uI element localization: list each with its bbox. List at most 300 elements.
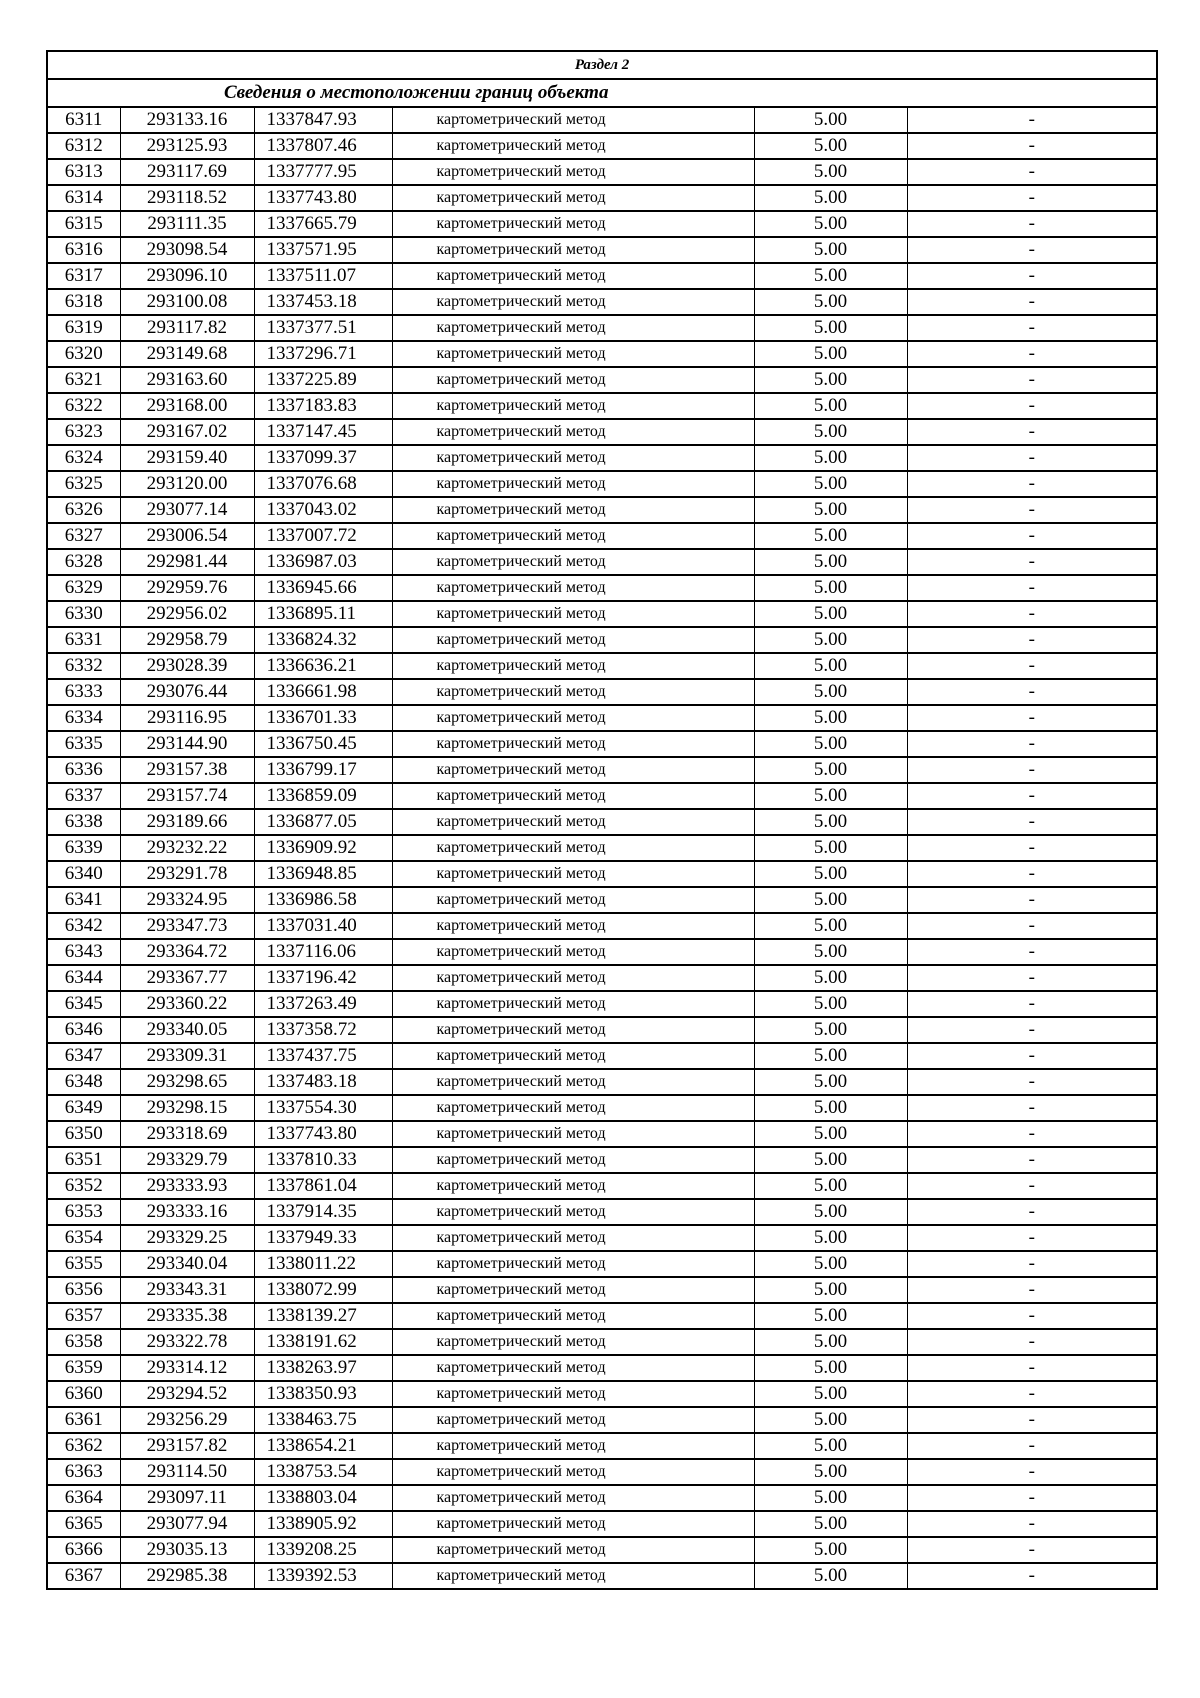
- accuracy-value: 5.00: [754, 1485, 907, 1511]
- determination-method: картометрический метод: [392, 263, 754, 289]
- table-row: [47, 471, 1157, 497]
- coordinate-y: 1337183.83: [254, 393, 392, 419]
- table-title-row: [47, 79, 1157, 107]
- coordinate-y: 1336750.45: [254, 731, 392, 757]
- description-value: -: [907, 263, 1157, 289]
- determination-method: картометрический метод: [392, 965, 754, 991]
- point-number: 6327: [47, 523, 120, 549]
- table-row: [47, 653, 1157, 679]
- table-row: [47, 1173, 1157, 1199]
- determination-method: картометрический метод: [392, 237, 754, 263]
- determination-method: картометрический метод: [392, 913, 754, 939]
- accuracy-value: 5.00: [754, 913, 907, 939]
- determination-method: картометрический метод: [392, 1511, 754, 1537]
- accuracy-value: 5.00: [754, 1199, 907, 1225]
- point-number: 6317: [47, 263, 120, 289]
- table-row: [47, 185, 1157, 211]
- determination-method: картометрический метод: [392, 523, 754, 549]
- description-value: -: [907, 107, 1157, 133]
- determination-method: картометрический метод: [392, 1199, 754, 1225]
- table-row: [47, 705, 1157, 731]
- description-value: -: [907, 991, 1157, 1017]
- point-number: 6316: [47, 237, 120, 263]
- table-row: [47, 1199, 1157, 1225]
- determination-method: картометрический метод: [392, 107, 754, 133]
- accuracy-value: 5.00: [754, 1511, 907, 1537]
- description-value: -: [907, 627, 1157, 653]
- description-value: -: [907, 393, 1157, 419]
- point-number: 6320: [47, 341, 120, 367]
- accuracy-value: 5.00: [754, 653, 907, 679]
- accuracy-value: 5.00: [754, 1147, 907, 1173]
- determination-method: картометрический метод: [392, 367, 754, 393]
- determination-method: картометрический метод: [392, 679, 754, 705]
- coordinate-x: 293149.68: [120, 341, 254, 367]
- accuracy-value: 5.00: [754, 341, 907, 367]
- description-value: -: [907, 159, 1157, 185]
- point-number: 6319: [47, 315, 120, 341]
- table-row: [47, 1277, 1157, 1303]
- accuracy-value: 5.00: [754, 263, 907, 289]
- coordinate-y: 1338011.22: [254, 1251, 392, 1277]
- table-row: [47, 1407, 1157, 1433]
- table-row: [47, 965, 1157, 991]
- coordinate-y: 1337571.95: [254, 237, 392, 263]
- point-number: 6332: [47, 653, 120, 679]
- accuracy-value: 5.00: [754, 471, 907, 497]
- table-row: [47, 497, 1157, 523]
- table-row: [47, 783, 1157, 809]
- accuracy-value: 5.00: [754, 1303, 907, 1329]
- table-row: [47, 263, 1157, 289]
- table-row: [47, 107, 1157, 133]
- point-number: 6352: [47, 1173, 120, 1199]
- coordinate-x: 293116.95: [120, 705, 254, 731]
- coordinate-x: 293006.54: [120, 523, 254, 549]
- determination-method: картометрический метод: [392, 1303, 754, 1329]
- coordinate-x: 293157.74: [120, 783, 254, 809]
- determination-method: картометрический метод: [392, 1225, 754, 1251]
- description-value: -: [907, 1121, 1157, 1147]
- coordinate-y: 1336799.17: [254, 757, 392, 783]
- coordinate-y: 1337296.71: [254, 341, 392, 367]
- description-value: -: [907, 549, 1157, 575]
- coordinate-y: 1337949.33: [254, 1225, 392, 1251]
- coordinate-x: 292956.02: [120, 601, 254, 627]
- description-value: -: [907, 1173, 1157, 1199]
- table-row: [47, 1485, 1157, 1511]
- table-row: [47, 1017, 1157, 1043]
- determination-method: картометрический метод: [392, 471, 754, 497]
- description-value: -: [907, 731, 1157, 757]
- table-row: [47, 1069, 1157, 1095]
- accuracy-value: 5.00: [754, 1121, 907, 1147]
- description-value: -: [907, 809, 1157, 835]
- table-row: [47, 393, 1157, 419]
- coordinate-y: 1337263.49: [254, 991, 392, 1017]
- coordinate-y: 1337358.72: [254, 1017, 392, 1043]
- table-row: [47, 1095, 1157, 1121]
- coordinate-y: 1337147.45: [254, 419, 392, 445]
- point-number: 6313: [47, 159, 120, 185]
- description-value: -: [907, 1485, 1157, 1511]
- coordinate-x: 293168.00: [120, 393, 254, 419]
- coordinate-y: 1337196.42: [254, 965, 392, 991]
- determination-method: картометрический метод: [392, 1277, 754, 1303]
- accuracy-value: 5.00: [754, 1355, 907, 1381]
- description-value: -: [907, 1381, 1157, 1407]
- coordinate-x: 293364.72: [120, 939, 254, 965]
- section-header-row: [47, 51, 1157, 79]
- description-value: -: [907, 289, 1157, 315]
- coordinate-y: 1338463.75: [254, 1407, 392, 1433]
- description-value: -: [907, 913, 1157, 939]
- accuracy-value: 5.00: [754, 965, 907, 991]
- point-number: 6312: [47, 133, 120, 159]
- accuracy-value: 5.00: [754, 731, 907, 757]
- point-number: 6350: [47, 1121, 120, 1147]
- description-value: -: [907, 1303, 1157, 1329]
- point-number: 6314: [47, 185, 120, 211]
- determination-method: картометрический метод: [392, 705, 754, 731]
- table-row: [47, 679, 1157, 705]
- point-number: 6330: [47, 601, 120, 627]
- table-row: [47, 341, 1157, 367]
- section-label: Раздел 2: [47, 51, 1157, 79]
- coordinate-y: 1337099.37: [254, 445, 392, 471]
- table-row: [47, 367, 1157, 393]
- determination-method: картометрический метод: [392, 861, 754, 887]
- coordinate-x: 293347.73: [120, 913, 254, 939]
- table-row: [47, 1121, 1157, 1147]
- description-value: -: [907, 1017, 1157, 1043]
- description-value: -: [907, 133, 1157, 159]
- coordinate-y: 1338191.62: [254, 1329, 392, 1355]
- table-row: [47, 1511, 1157, 1537]
- description-value: -: [907, 445, 1157, 471]
- table-row: [47, 445, 1157, 471]
- coordinate-x: 292981.44: [120, 549, 254, 575]
- determination-method: картометрический метод: [392, 991, 754, 1017]
- point-number: 6322: [47, 393, 120, 419]
- description-value: -: [907, 705, 1157, 731]
- coordinate-x: 293096.10: [120, 263, 254, 289]
- coordinate-x: 293117.82: [120, 315, 254, 341]
- table-row: [47, 133, 1157, 159]
- accuracy-value: 5.00: [754, 1251, 907, 1277]
- determination-method: картометрический метод: [392, 315, 754, 341]
- point-number: 6366: [47, 1537, 120, 1563]
- coordinate-y: 1336661.98: [254, 679, 392, 705]
- coordinate-y: 1336701.33: [254, 705, 392, 731]
- point-number: 6349: [47, 1095, 120, 1121]
- description-value: -: [907, 601, 1157, 627]
- point-number: 6361: [47, 1407, 120, 1433]
- determination-method: картометрический метод: [392, 1381, 754, 1407]
- coordinate-y: 1338905.92: [254, 1511, 392, 1537]
- coordinate-x: 293100.08: [120, 289, 254, 315]
- point-number: 6355: [47, 1251, 120, 1277]
- coordinate-x: 293333.93: [120, 1173, 254, 1199]
- accuracy-value: 5.00: [754, 393, 907, 419]
- coordinate-y: 1337743.80: [254, 185, 392, 211]
- accuracy-value: 5.00: [754, 367, 907, 393]
- description-value: -: [907, 757, 1157, 783]
- determination-method: картометрический метод: [392, 1355, 754, 1381]
- coordinate-x: 293324.95: [120, 887, 254, 913]
- coordinate-x: 293133.16: [120, 107, 254, 133]
- point-number: 6331: [47, 627, 120, 653]
- description-value: -: [907, 1251, 1157, 1277]
- determination-method: картометрический метод: [392, 497, 754, 523]
- table-row: [47, 861, 1157, 887]
- determination-method: картометрический метод: [392, 1433, 754, 1459]
- coordinate-x: 293111.35: [120, 211, 254, 237]
- coordinate-y: 1338803.04: [254, 1485, 392, 1511]
- description-value: -: [907, 471, 1157, 497]
- coordinate-x: 293340.05: [120, 1017, 254, 1043]
- accuracy-value: 5.00: [754, 133, 907, 159]
- coordinate-x: 293077.14: [120, 497, 254, 523]
- coordinate-x: 293144.90: [120, 731, 254, 757]
- table-row: [47, 237, 1157, 263]
- point-number: 6357: [47, 1303, 120, 1329]
- coordinate-y: 1336948.85: [254, 861, 392, 887]
- coordinate-y: 1337043.02: [254, 497, 392, 523]
- coordinate-x: 293298.65: [120, 1069, 254, 1095]
- accuracy-value: 5.00: [754, 1537, 907, 1563]
- coordinate-x: 293157.82: [120, 1433, 254, 1459]
- coordinate-y: 1336859.09: [254, 783, 392, 809]
- point-number: 6364: [47, 1485, 120, 1511]
- description-value: -: [907, 835, 1157, 861]
- description-value: -: [907, 367, 1157, 393]
- description-value: -: [907, 1277, 1157, 1303]
- table-row: [47, 627, 1157, 653]
- coordinate-y: 1337377.51: [254, 315, 392, 341]
- coordinate-y: 1337007.72: [254, 523, 392, 549]
- table-row: [47, 757, 1157, 783]
- table-row: [47, 419, 1157, 445]
- point-number: 6321: [47, 367, 120, 393]
- coordinate-y: 1337847.93: [254, 107, 392, 133]
- accuracy-value: 5.00: [754, 601, 907, 627]
- accuracy-value: 5.00: [754, 107, 907, 133]
- accuracy-value: 5.00: [754, 575, 907, 601]
- table-row: [47, 601, 1157, 627]
- point-number: 6343: [47, 939, 120, 965]
- point-number: 6360: [47, 1381, 120, 1407]
- coordinate-y: 1337861.04: [254, 1173, 392, 1199]
- coordinate-x: 293163.60: [120, 367, 254, 393]
- determination-method: картометрический метод: [392, 835, 754, 861]
- coordinate-x: 293118.52: [120, 185, 254, 211]
- accuracy-value: 5.00: [754, 445, 907, 471]
- coordinate-y: 1337554.30: [254, 1095, 392, 1121]
- point-number: 6338: [47, 809, 120, 835]
- description-value: -: [907, 1563, 1157, 1589]
- coordinate-x: 293076.44: [120, 679, 254, 705]
- coordinate-x: 293298.15: [120, 1095, 254, 1121]
- description-value: -: [907, 497, 1157, 523]
- description-value: -: [907, 653, 1157, 679]
- coordinate-x: 293117.69: [120, 159, 254, 185]
- determination-method: картометрический метод: [392, 1251, 754, 1277]
- determination-method: картометрический метод: [392, 601, 754, 627]
- accuracy-value: 5.00: [754, 1069, 907, 1095]
- point-number: 6362: [47, 1433, 120, 1459]
- table-row: [47, 159, 1157, 185]
- description-value: -: [907, 315, 1157, 341]
- determination-method: картометрический метод: [392, 1459, 754, 1485]
- point-number: 6344: [47, 965, 120, 991]
- coordinate-y: 1336987.03: [254, 549, 392, 575]
- point-number: 6334: [47, 705, 120, 731]
- determination-method: картометрический метод: [392, 939, 754, 965]
- description-value: -: [907, 419, 1157, 445]
- point-number: 6326: [47, 497, 120, 523]
- accuracy-value: 5.00: [754, 939, 907, 965]
- accuracy-value: 5.00: [754, 835, 907, 861]
- coordinate-y: 1338654.21: [254, 1433, 392, 1459]
- coordinate-x: 293232.22: [120, 835, 254, 861]
- determination-method: картометрический метод: [392, 445, 754, 471]
- determination-method: картометрический метод: [392, 1147, 754, 1173]
- table-row: [47, 1147, 1157, 1173]
- accuracy-value: 5.00: [754, 783, 907, 809]
- coordinate-x: 293329.25: [120, 1225, 254, 1251]
- point-number: 6354: [47, 1225, 120, 1251]
- coordinate-x: 293256.29: [120, 1407, 254, 1433]
- determination-method: картометрический метод: [392, 627, 754, 653]
- accuracy-value: 5.00: [754, 1043, 907, 1069]
- coordinate-y: 1337116.06: [254, 939, 392, 965]
- coordinate-x: 293159.40: [120, 445, 254, 471]
- accuracy-value: 5.00: [754, 1407, 907, 1433]
- table-row: [47, 289, 1157, 315]
- accuracy-value: 5.00: [754, 887, 907, 913]
- coordinate-y: 1337807.46: [254, 133, 392, 159]
- coordinate-y: 1339392.53: [254, 1563, 392, 1589]
- description-value: -: [907, 211, 1157, 237]
- point-number: 6348: [47, 1069, 120, 1095]
- accuracy-value: 5.00: [754, 991, 907, 1017]
- description-value: -: [907, 237, 1157, 263]
- table-row: [47, 315, 1157, 341]
- accuracy-value: 5.00: [754, 1095, 907, 1121]
- coordinate-y: 1337453.18: [254, 289, 392, 315]
- table-row: [47, 1537, 1157, 1563]
- point-number: 6353: [47, 1199, 120, 1225]
- accuracy-value: 5.00: [754, 1329, 907, 1355]
- table-body: [47, 51, 1157, 1589]
- accuracy-value: 5.00: [754, 237, 907, 263]
- description-value: -: [907, 887, 1157, 913]
- determination-method: картометрический метод: [392, 1069, 754, 1095]
- description-value: -: [907, 1407, 1157, 1433]
- determination-method: картометрический метод: [392, 1537, 754, 1563]
- accuracy-value: 5.00: [754, 1459, 907, 1485]
- description-value: -: [907, 679, 1157, 705]
- coordinate-y: 1337225.89: [254, 367, 392, 393]
- boundary-coordinates-table: [46, 50, 1158, 1590]
- coordinate-x: 292958.79: [120, 627, 254, 653]
- coordinate-y: 1337483.18: [254, 1069, 392, 1095]
- description-value: -: [907, 1511, 1157, 1537]
- point-number: 6367: [47, 1563, 120, 1589]
- coordinate-y: 1337810.33: [254, 1147, 392, 1173]
- determination-method: картометрический метод: [392, 1485, 754, 1511]
- point-number: 6351: [47, 1147, 120, 1173]
- determination-method: картометрический метод: [392, 731, 754, 757]
- coordinate-y: 1337914.35: [254, 1199, 392, 1225]
- coordinate-x: 293367.77: [120, 965, 254, 991]
- point-number: 6324: [47, 445, 120, 471]
- coordinate-y: 1338072.99: [254, 1277, 392, 1303]
- description-value: -: [907, 1095, 1157, 1121]
- accuracy-value: 5.00: [754, 757, 907, 783]
- determination-method: картометрический метод: [392, 419, 754, 445]
- coordinate-y: 1336877.05: [254, 809, 392, 835]
- accuracy-value: 5.00: [754, 419, 907, 445]
- point-number: 6329: [47, 575, 120, 601]
- coordinate-x: 292985.38: [120, 1563, 254, 1589]
- determination-method: картометрический метод: [392, 1017, 754, 1043]
- description-value: -: [907, 965, 1157, 991]
- accuracy-value: 5.00: [754, 1563, 907, 1589]
- coordinate-x: 293157.38: [120, 757, 254, 783]
- point-number: 6358: [47, 1329, 120, 1355]
- coordinate-x: 293291.78: [120, 861, 254, 887]
- accuracy-value: 5.00: [754, 1277, 907, 1303]
- coordinate-y: 1336636.21: [254, 653, 392, 679]
- coordinate-y: 1337437.75: [254, 1043, 392, 1069]
- coordinate-y: 1337665.79: [254, 211, 392, 237]
- coordinate-x: 293318.69: [120, 1121, 254, 1147]
- table-title: Сведения о местоположении границ объекта: [47, 79, 1157, 107]
- table-row: [47, 1043, 1157, 1069]
- coordinate-x: 293294.52: [120, 1381, 254, 1407]
- table-row: [47, 1225, 1157, 1251]
- table-row: [47, 1563, 1157, 1589]
- table-row: [47, 939, 1157, 965]
- determination-method: картометрический метод: [392, 575, 754, 601]
- determination-method: картометрический метод: [392, 783, 754, 809]
- table-row: [47, 211, 1157, 237]
- determination-method: картометрический метод: [392, 1407, 754, 1433]
- point-number: 6325: [47, 471, 120, 497]
- determination-method: картометрический метод: [392, 159, 754, 185]
- coordinate-y: 1337743.80: [254, 1121, 392, 1147]
- table-row: [47, 731, 1157, 757]
- coordinate-x: 293035.13: [120, 1537, 254, 1563]
- point-number: 6337: [47, 783, 120, 809]
- determination-method: картометрический метод: [392, 185, 754, 211]
- determination-method: картометрический метод: [392, 1329, 754, 1355]
- point-number: 6345: [47, 991, 120, 1017]
- table-row: [47, 549, 1157, 575]
- coordinate-y: 1336909.92: [254, 835, 392, 861]
- description-value: -: [907, 1043, 1157, 1069]
- point-number: 6333: [47, 679, 120, 705]
- point-number: 6359: [47, 1355, 120, 1381]
- accuracy-value: 5.00: [754, 211, 907, 237]
- coordinate-x: 293097.11: [120, 1485, 254, 1511]
- point-number: 6341: [47, 887, 120, 913]
- description-value: -: [907, 939, 1157, 965]
- point-number: 6340: [47, 861, 120, 887]
- description-value: -: [907, 1147, 1157, 1173]
